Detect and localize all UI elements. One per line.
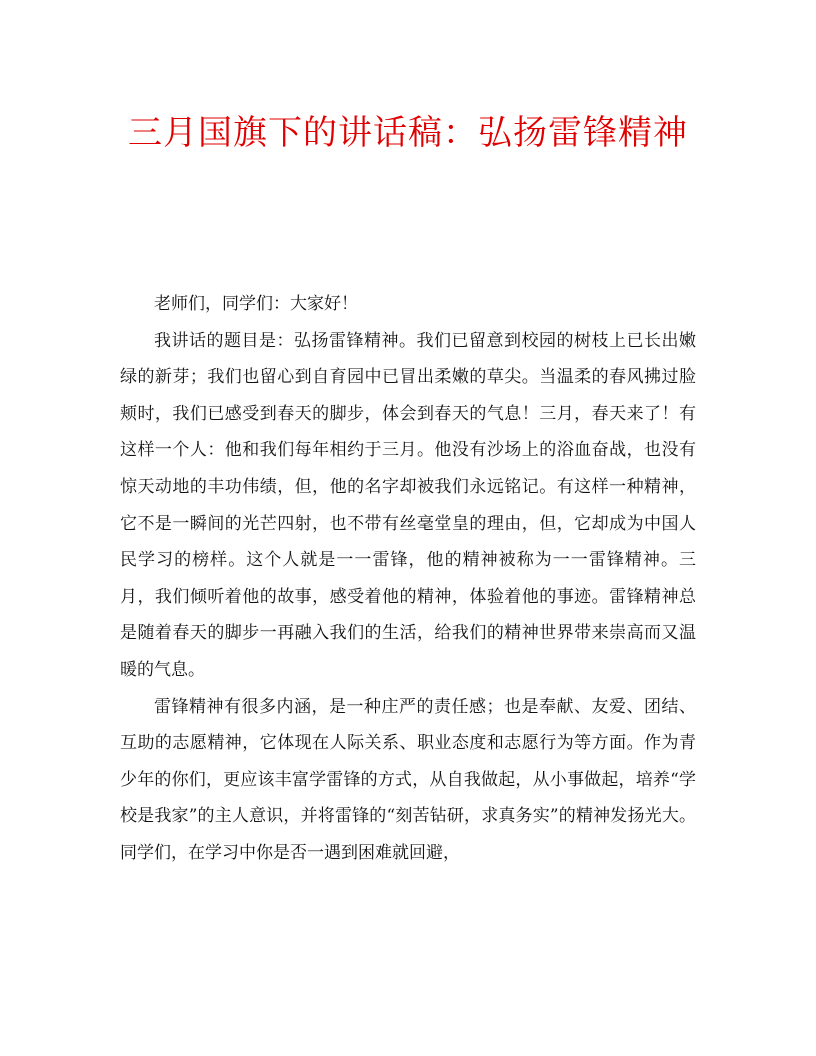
body-paragraph: 雷锋精神有很多内涵，是一种庄严的责任感；也是奉献、友爱、团结、互助的志愿精神，它体现在人际关系、职业态度和志愿行为等方面。作为青少年的你们，更应该丰富学雷锋的方式，从自我做起，从小事做起，培养“学校是我家”的主人意识，并将雷锋的“刻苦钻研，求真务实”的精神发扬光大。同学们，在学习中你是否一遇到困难就回避， xyxy=(120,696,696,863)
body-paragraph: 我讲话的题目是：弘扬雷锋精神。我们已留意到校园的树枝上已长出嫩绿的新芽；我们也留心到自育园中已冒出柔嫩的草尖。当温柔的春风拂过脸颊时，我们已感受到春天的脚步，体会到春天的气息！三月，春天来了！有这样一个人：他和我们每年相约于三月。他没有沙场上的浴血奋战，也没有惊天动地的丰功伟绩，但，他的名字却被我们永远铭记。有这样一种精神，它不是一瞬间的光芒四射，也不带有丝毫堂皇的理由，但，它却成为中国人民学习的榜样。这个人就是一一雷锋，他的精神被称为一一雷锋精神。三月，我们倾听着他的故事，感受着他的精神，体验着他的事迹。雷锋精神总是随着春天的脚步一再融入我们的生活，给我们的精神世界带来崇高而又温暖的气息。 xyxy=(120,330,696,680)
document-body xyxy=(120,286,696,872)
document-title: 三月国旗下的讲话稿：弘扬雷锋精神 xyxy=(128,113,688,153)
greeting-paragraph: 老师们，同学们：大家好！ xyxy=(154,294,358,314)
